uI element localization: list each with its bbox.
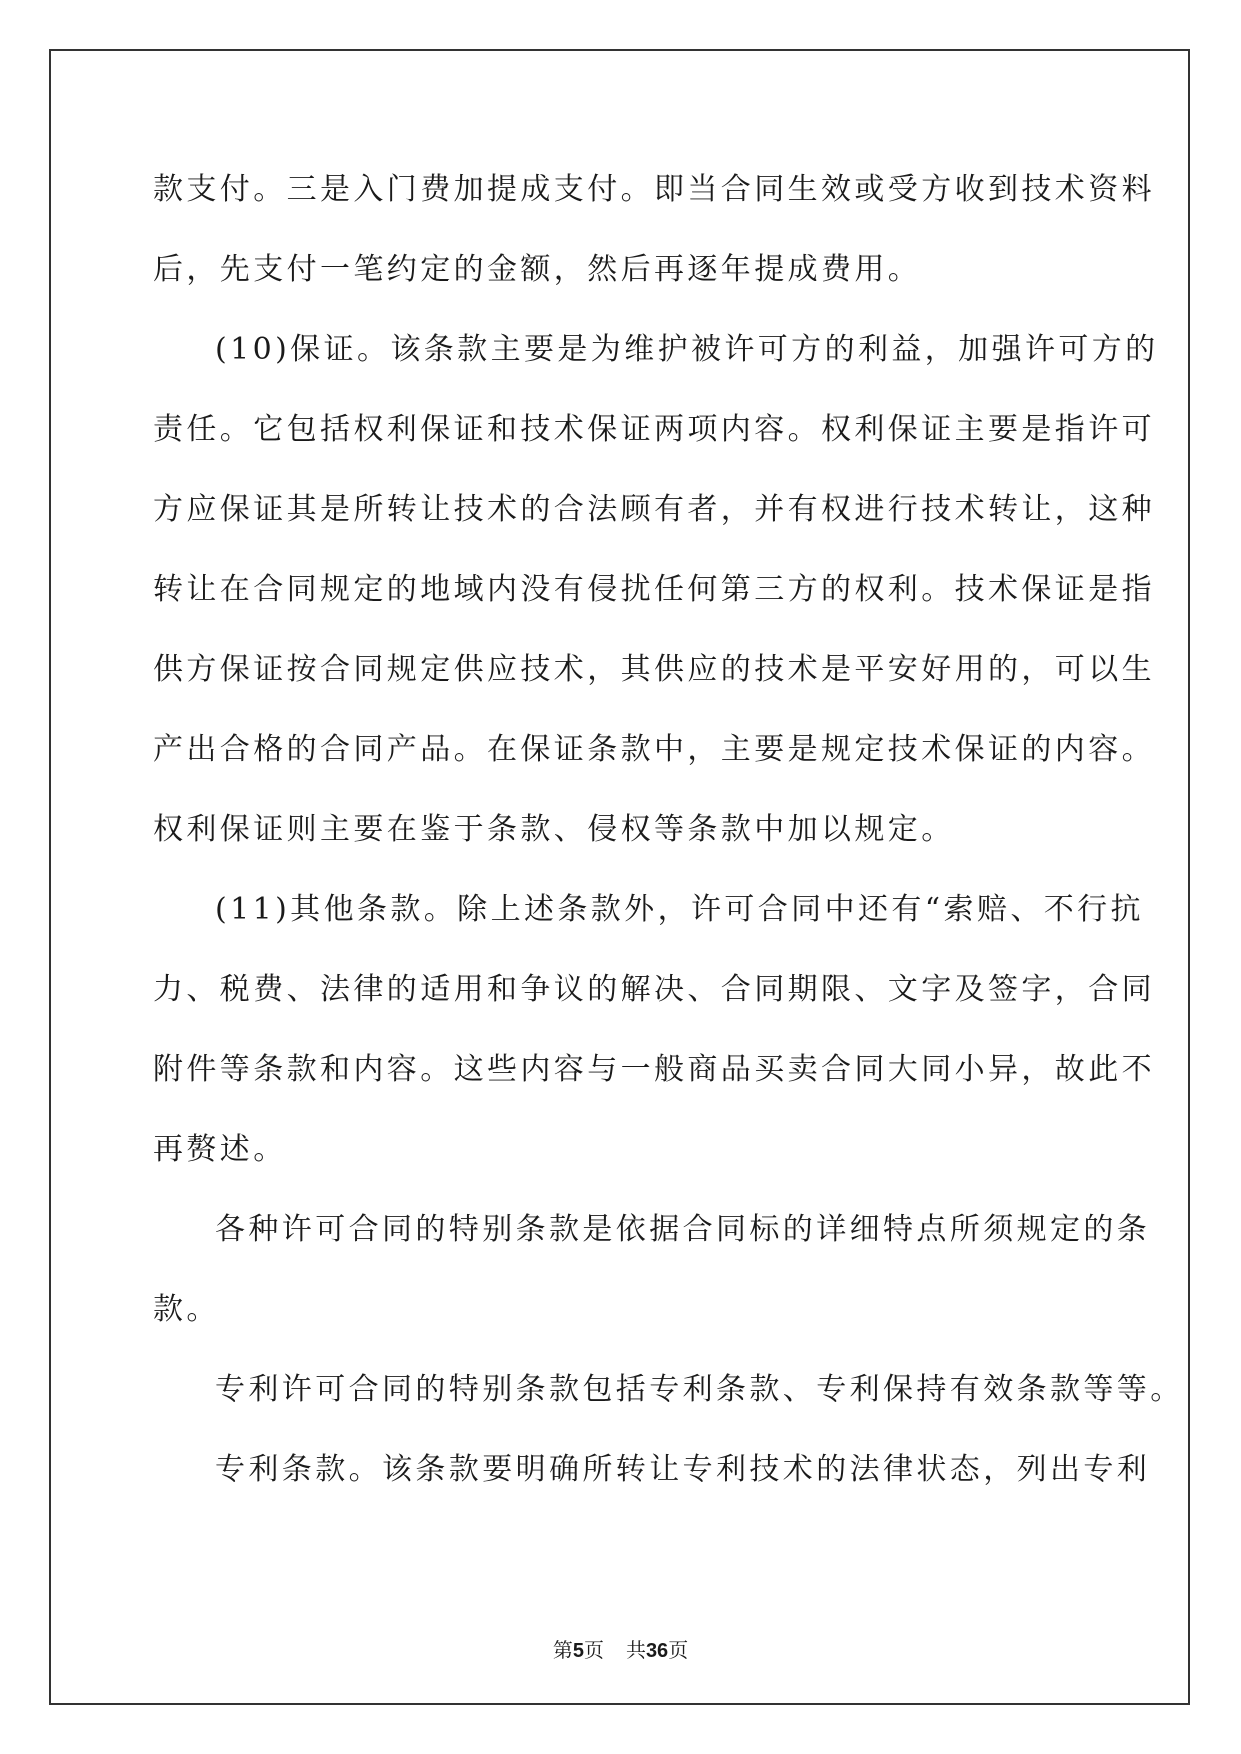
document-body xyxy=(153,150,1184,1510)
footer-page-number: 5 xyxy=(572,1640,584,1662)
page-footer xyxy=(0,1634,1241,1663)
text-line: 方应保证其是所转让技术的合法顾有者，并有权进行技术转让，这种 xyxy=(153,492,1155,527)
text-line: 款支付。三是入门费加提成支付。即当合同生效或受方收到技术资料 xyxy=(153,172,1155,207)
footer-total-prefix: 共 xyxy=(625,1638,646,1662)
text-line: 供方保证按合同规定供应技术，其供应的技术是平安好用的，可以生 xyxy=(153,652,1155,687)
text-line: 再赘述。 xyxy=(153,1132,287,1167)
text-line: (10)保证。该条款主要是为维护被许可方的利益，加强许可方的 xyxy=(215,332,1159,367)
text-line: 转让在合同规定的地域内没有侵扰任何第三方的权利。技术保证是指 xyxy=(153,572,1155,607)
text-line: 款。 xyxy=(153,1292,220,1327)
text-line: 专利条款。该条款要明确所转让专利技术的法律状态，列出专利 xyxy=(215,1452,1151,1487)
text-line: 责任。它包括权利保证和技术保证两项内容。权利保证主要是指许可 xyxy=(153,412,1155,447)
text-line: 力、税费、法律的适用和争议的解决、合同期限、文字及签字，合同 xyxy=(153,972,1155,1007)
text-line: 权利保证则主要在鉴于条款、侵权等条款中加以规定。 xyxy=(153,812,955,847)
footer-total-pages: 36 xyxy=(645,1640,669,1662)
text-line: 专利许可合同的特别条款包括专利条款、专利保持有效条款等等。 xyxy=(215,1372,1184,1407)
footer-total-suffix: 页 xyxy=(668,1638,689,1662)
text-line: (11)其他条款。除上述条款外，许可合同中还有“索赔、不行抗 xyxy=(215,892,1144,927)
text-line: 附件等条款和内容。这些内容与一般商品买卖合同大同小异，故此不 xyxy=(153,1052,1155,1087)
text-line: 产出合格的合同产品。在保证条款中，主要是规定技术保证的内容。 xyxy=(153,732,1155,767)
text-line: 后，先支付一笔约定的金额，然后再逐年提成费用。 xyxy=(153,252,922,287)
footer-page-suffix: 页 xyxy=(583,1638,604,1662)
footer-page-prefix: 第 xyxy=(552,1638,573,1662)
text-line: 各种许可合同的特别条款是依据合同标的详细特点所须规定的条 xyxy=(215,1212,1151,1247)
